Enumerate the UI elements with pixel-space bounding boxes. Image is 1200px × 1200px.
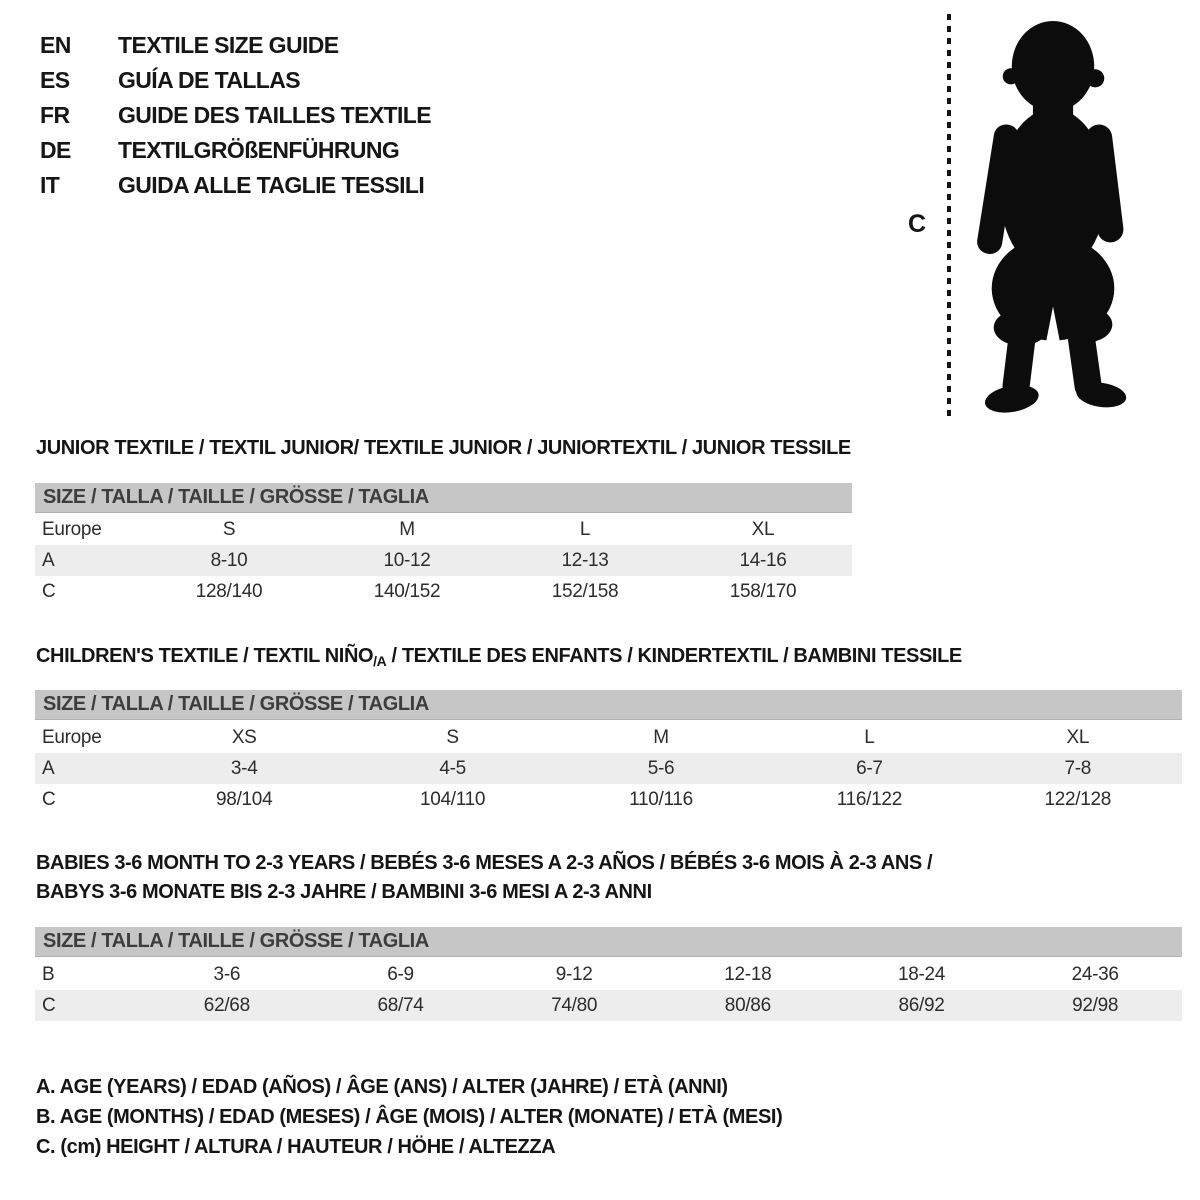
language-code: ES [40, 67, 70, 93]
size-cell: XL [751, 518, 775, 540]
height-cell: 140/152 [373, 580, 441, 602]
language-label: GUIDA ALLE TAGLIE TESSILI [118, 172, 425, 198]
height-cell: 62/68 [203, 994, 250, 1016]
row-label: B [42, 963, 55, 985]
table-row [35, 784, 1182, 815]
language-row-fr [40, 98, 431, 133]
size-cell: S [222, 518, 236, 540]
table-row [35, 990, 1182, 1021]
figure-height-label: C [908, 210, 927, 238]
row-label: Europe [42, 518, 102, 540]
height-cell: 104/110 [420, 788, 486, 810]
height-cell: 92/98 [1072, 994, 1119, 1016]
row-label: A [42, 549, 55, 571]
size-cell: XL [1066, 726, 1090, 748]
junior-section-title: JUNIOR TEXTILE / TEXTIL JUNIOR/ TEXTILE JUNIOR / JUNIORTEXTIL / JUNIOR TESSILE [36, 437, 851, 459]
language-code: EN [40, 32, 71, 58]
height-cell: 158/170 [729, 580, 797, 602]
height-dashed-line [947, 14, 951, 416]
language-label: TEXTILE SIZE GUIDE [118, 32, 339, 58]
language-label: TEXTILGRÖßENFÜHRUNG [118, 137, 400, 163]
row-label: C [42, 994, 56, 1016]
age-cell: 6-9 [387, 963, 414, 985]
babies-title-line1: BABIES 3-6 MONTH TO 2-3 YEARS / BEBÉS 3-6 MESES A 2-3 AÑOS / BÉBÉS 3-6 MOIS À 2-3 ANS / [36, 852, 933, 874]
age-cell: 7-8 [1064, 757, 1092, 779]
height-cell: 116/122 [836, 788, 902, 810]
age-cell: 4-5 [439, 757, 466, 779]
children-title-sub: /A [373, 653, 387, 669]
language-row-en [40, 28, 431, 63]
age-cell: 6-7 [856, 757, 883, 779]
age-cell: 8-10 [210, 549, 248, 571]
height-cell: 98/104 [216, 788, 273, 810]
table-row [35, 514, 852, 545]
height-cell: 152/158 [551, 580, 619, 602]
height-cell: 128/140 [195, 580, 263, 602]
height-cell: 68/74 [377, 994, 424, 1016]
height-cell: 122/128 [1044, 788, 1112, 810]
age-cell: 14-16 [739, 549, 787, 571]
age-cell: 5-6 [647, 757, 675, 779]
legend-line-a: A. AGE (YEARS) / EDAD (AÑOS) / ÂGE (ANS) / ALTER (JAHRE) / ETÀ (ANNI) [36, 1075, 728, 1098]
size-cell: XS [231, 726, 257, 748]
babies-size-header: SIZE / TALLA / TAILLE / GRÖSSE / TAGLIA [35, 927, 1182, 957]
language-code: DE [40, 137, 71, 163]
language-row-de [40, 133, 431, 168]
junior-table [35, 514, 852, 607]
size-cell: L [579, 518, 591, 540]
babies-table [35, 959, 1182, 1021]
babies-section-title [36, 849, 932, 907]
row-label: C [42, 580, 56, 602]
babies-title-line2: BABYS 3-6 MONATE BIS 2-3 JAHRE / BAMBINI 3-6 MESI A 2-3 ANNI [36, 881, 652, 903]
language-code: FR [40, 102, 70, 128]
table-row [35, 959, 1182, 990]
age-cell: 3-4 [230, 757, 258, 779]
language-label: GUÍA DE TALLAS [118, 67, 300, 93]
size-cell: S [446, 726, 459, 748]
row-label: Europe [42, 726, 102, 748]
height-cell: 74/80 [551, 994, 598, 1016]
height-cell: 86/92 [898, 994, 945, 1016]
children-section-title [36, 645, 962, 669]
junior-size-header: SIZE / TALLA / TAILLE / GRÖSSE / TAGLIA [35, 483, 852, 513]
size-cell: L [864, 726, 875, 748]
language-row-it [40, 168, 431, 203]
legend-line-b: B. AGE (MONTHS) / EDAD (MESES) / ÂGE (MOIS) / ALTER (MONATE) / ETÀ (MESI) [36, 1105, 783, 1128]
children-title-text: CHILDREN'S TEXTILE / TEXTIL NIÑO [36, 645, 374, 667]
age-cell: 12-13 [561, 549, 609, 571]
age-cell: 9-12 [555, 963, 593, 985]
table-row [35, 753, 1182, 784]
age-cell: 18-24 [897, 963, 946, 985]
language-label: GUIDE DES TAILLES TEXTILE [118, 102, 431, 128]
baby-silhouette-icon [962, 12, 1138, 418]
size-cell: M [653, 726, 669, 748]
row-label: C [42, 788, 56, 810]
language-code: IT [40, 172, 60, 198]
table-row [35, 545, 852, 576]
language-row-es [40, 63, 431, 98]
age-cell: 3-6 [213, 963, 241, 985]
table-row [35, 722, 1182, 753]
row-label: A [42, 757, 55, 779]
age-cell: 24-36 [1071, 963, 1119, 985]
height-cell: 80/86 [724, 994, 771, 1016]
age-cell: 10-12 [383, 549, 431, 571]
children-title-text: / TEXTILE DES ENFANTS / KINDERTEXTIL / BAMBINI TESSILE [386, 645, 962, 667]
children-table [35, 722, 1182, 815]
age-cell: 12-18 [724, 963, 772, 985]
legend-line-c: C. (cm) HEIGHT / ALTURA / HAUTEUR / HÖHE / ALTEZZA [36, 1135, 556, 1158]
language-list [40, 28, 431, 203]
height-cell: 110/116 [629, 788, 693, 810]
measurement-legend [36, 1072, 782, 1162]
table-row [35, 576, 852, 607]
size-cell: M [399, 518, 415, 540]
children-size-header: SIZE / TALLA / TAILLE / GRÖSSE / TAGLIA [35, 690, 1182, 720]
